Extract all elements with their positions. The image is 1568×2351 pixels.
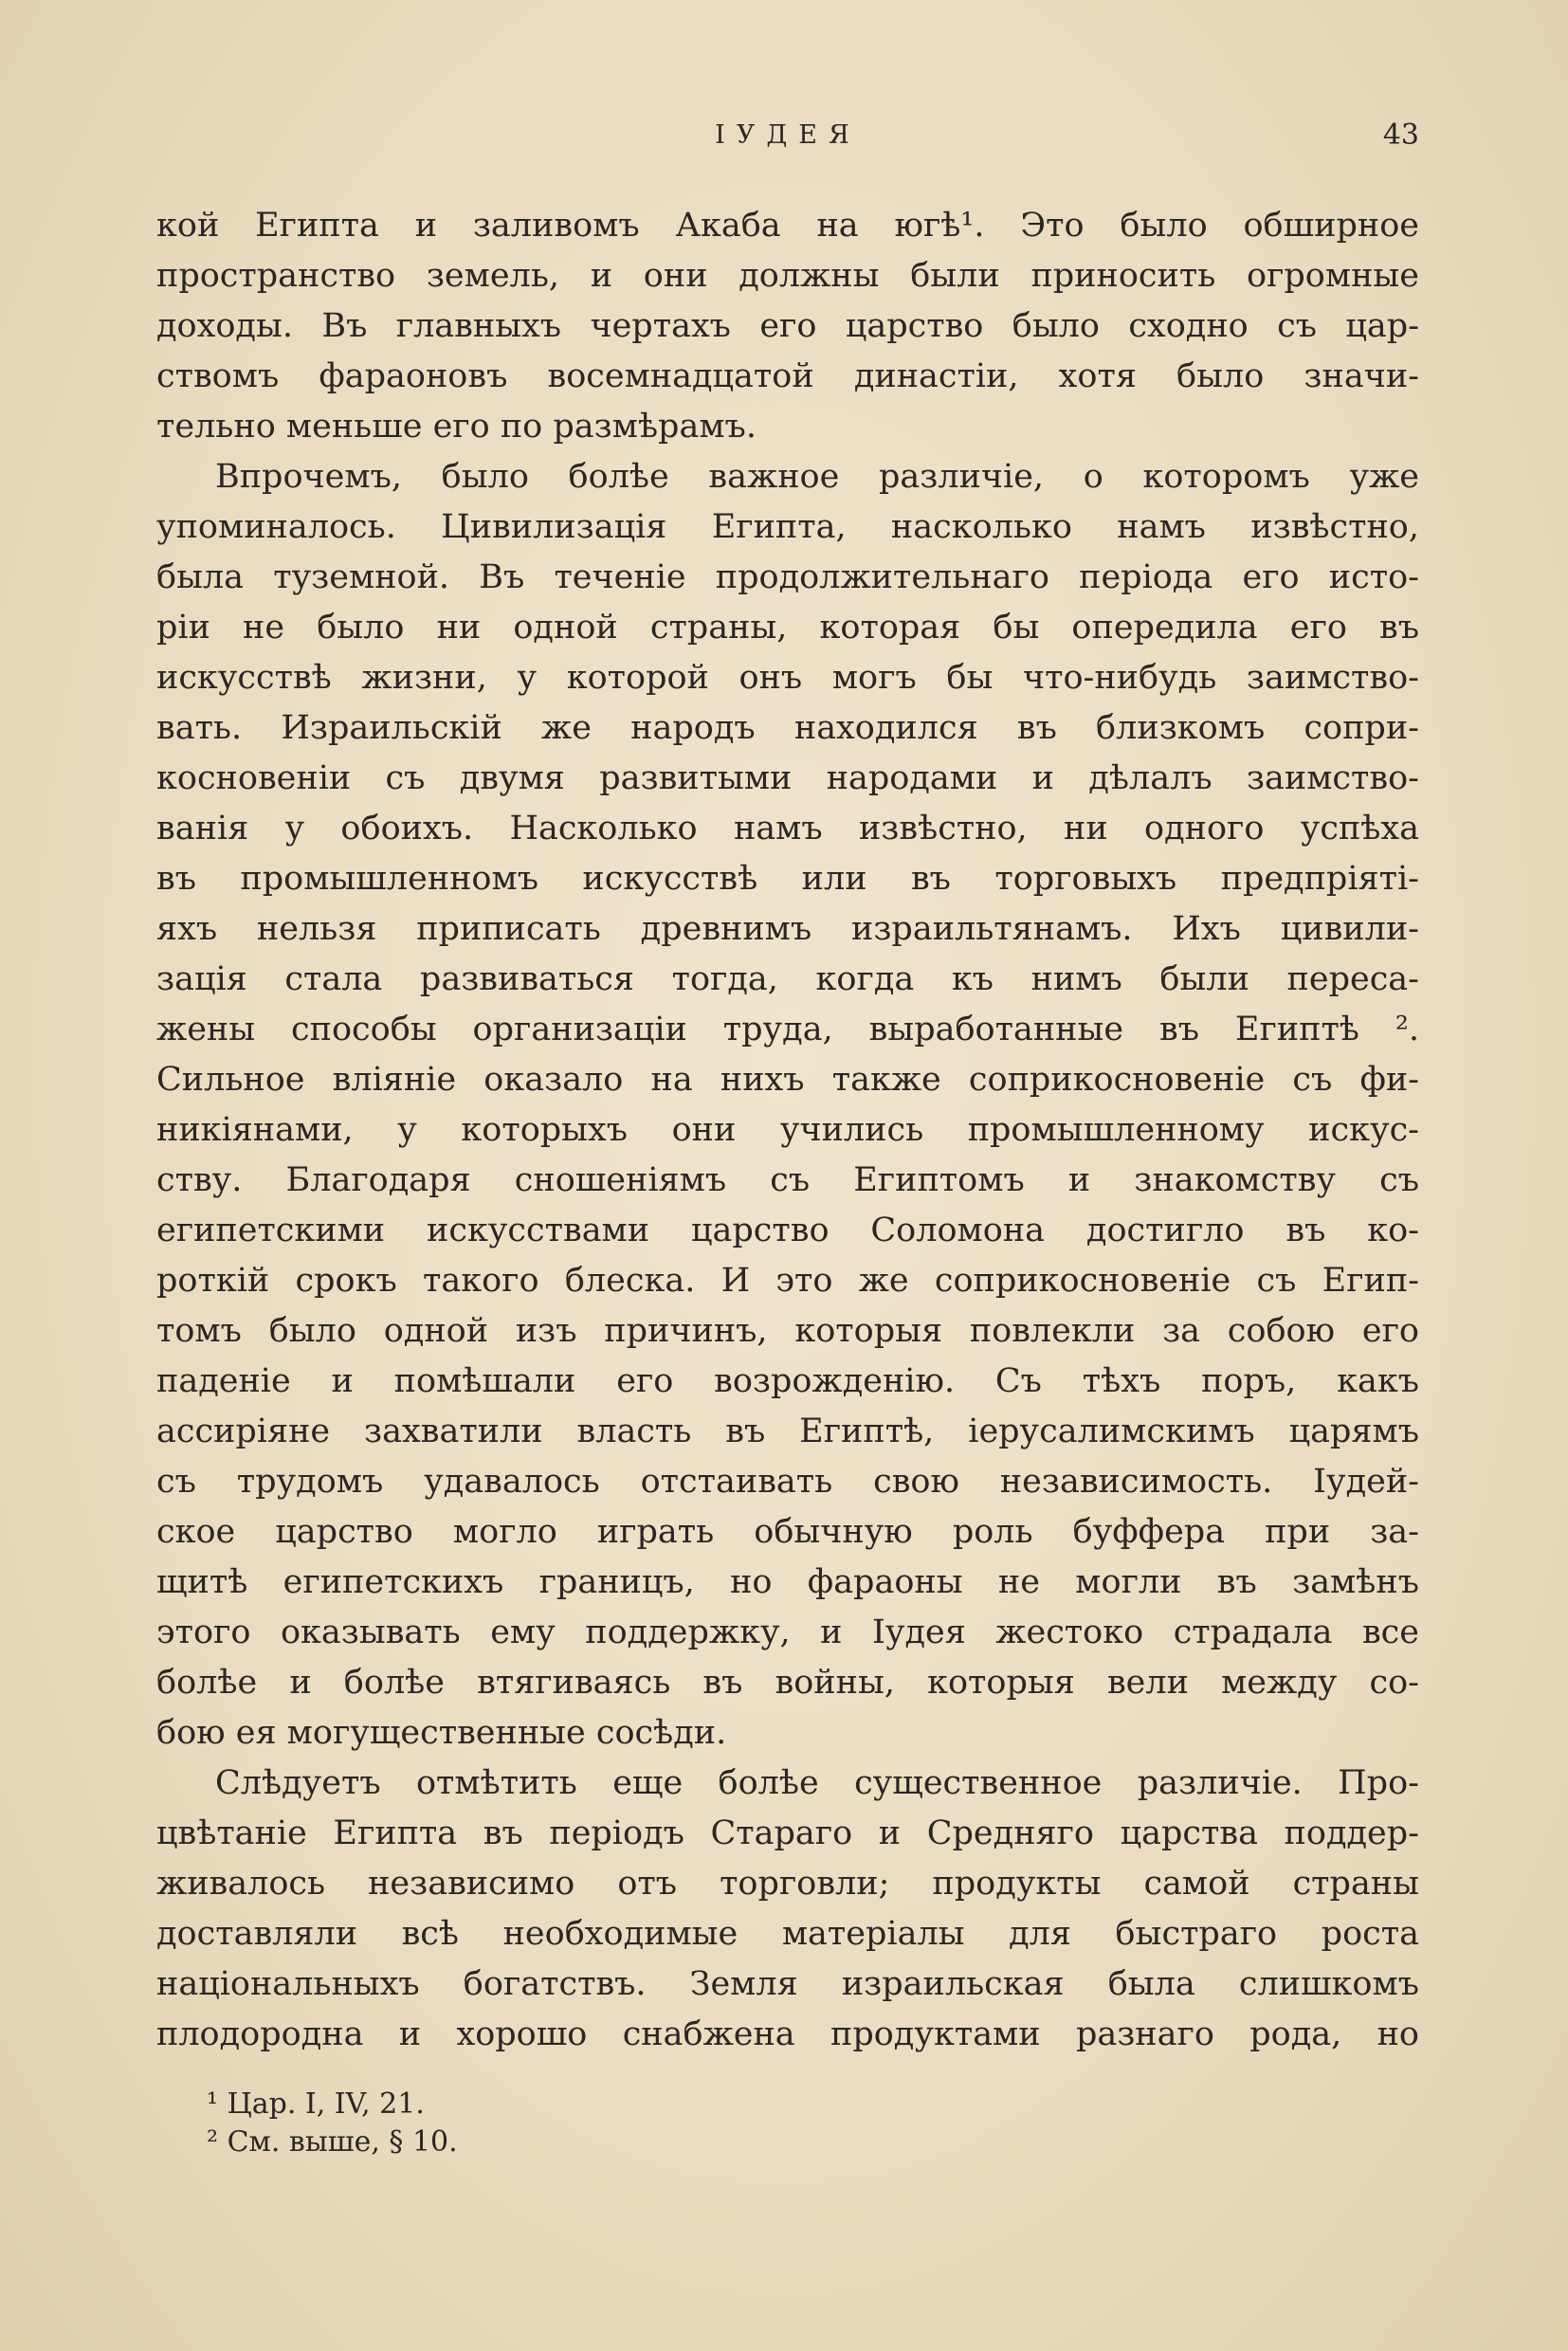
text-line: щитѣ египетскихъ границъ, но фараоны не могли въ замѣнъ	[156, 1563, 1419, 1601]
text-line: ству. Благодаря сношеніямъ съ Египтомъ и знакомству съ	[156, 1161, 1419, 1199]
text-line: паденіе и помѣшали его возрожденію. Съ тѣхъ поръ, какъ	[156, 1362, 1419, 1400]
text-line: ское царство могло играть обычную роль буффера при за-	[156, 1513, 1419, 1551]
footnote: ² См. выше, § 10.	[207, 2125, 458, 2159]
text-line: болѣе и болѣе втягиваясь въ войны, которыя вели между со-	[156, 1664, 1419, 1702]
text-line: тельно меньше его по размѣрамъ.	[156, 408, 757, 446]
text-line: искусствѣ жизни, у которой онъ могъ бы что-нибудь заимство-	[156, 659, 1419, 697]
text-line: египетскими искусствами царство Соломона достигло въ ко-	[156, 1212, 1419, 1249]
text-line: ассиріяне захватили власть въ Египтѣ, іерусалимскимъ царямъ	[156, 1412, 1419, 1450]
footnotes	[207, 2086, 870, 2161]
text-line: доставляли всѣ необходимые матеріалы для быстраго роста	[156, 1915, 1419, 1953]
body-text	[156, 201, 1419, 2060]
text-line: живалось независимо отъ торговли; продукты самой страны	[156, 1865, 1419, 1903]
text-line: никіянами, у которыхъ они учились промышленному искус-	[156, 1111, 1419, 1149]
page-number: 43	[1382, 118, 1419, 152]
paragraph	[156, 1759, 1419, 2060]
text-line: плодородна и хорошо снабжена продуктами разнаго рода, но	[156, 2015, 1419, 2053]
text-line: доходы. Въ главныхъ чертахъ его царство было сходно съ цар-	[156, 307, 1419, 345]
text-line: яхъ нельзя приписать древнимъ израильтянамъ. Ихъ цивили-	[156, 910, 1419, 948]
paragraph	[156, 201, 1419, 452]
text-line: жены способы организаціи труда, выработанные въ Египтѣ ².	[156, 1011, 1419, 1048]
text-line: роткій срокъ такого блеска. И это же соприкосновеніе съ Егип-	[156, 1262, 1419, 1300]
text-line: ванія у обоихъ. Насколько намъ извѣстно, ни одного успѣха	[156, 810, 1419, 847]
text-line: Сильное вліяніе оказало на нихъ также соприкосновеніе съ фи-	[156, 1061, 1419, 1099]
text-line: этого оказывать ему поддержку, и Іудея жестоко страдала все	[156, 1613, 1419, 1651]
text-line: въ промышленномъ искусствѣ или въ торговыхъ предпріяті-	[156, 860, 1419, 898]
running-head	[156, 112, 1419, 159]
text-line: бою ея могущественные сосѣди.	[156, 1714, 727, 1752]
text-line: была туземной. Въ теченіе продолжительнаго періода его исто-	[156, 558, 1419, 596]
text-line: томъ было одной изъ причинъ, которыя повлекли за собою его	[156, 1312, 1419, 1350]
text-line: ствомъ фараоновъ восемнадцатой династіи, хотя было значи-	[156, 357, 1419, 395]
text-line: ріи не было ни одной страны, которая бы опередила его въ	[156, 609, 1419, 647]
text-line: кой Египта и заливомъ Акаба на югѣ¹. Это было обширное	[156, 207, 1419, 245]
text-line: цвѣтаніе Египта въ періодъ Стараго и Средняго царства поддер-	[156, 1814, 1419, 1852]
text-line: съ трудомъ удавалось отстаивать свою независимость. Іудей-	[156, 1463, 1419, 1501]
text-line: вать. Израильскій же народъ находился въ близкомъ сопри-	[156, 709, 1419, 747]
text-line: національныхъ богатствъ. Земля израильская была слишкомъ	[156, 1965, 1419, 2003]
text-line: Впрочемъ, было болѣе важное различіе, о которомъ уже	[215, 458, 1419, 496]
text-line: зація стала развиваться тогда, когда къ нимъ были переса-	[156, 960, 1419, 998]
footnote: ¹ Цар. I, IV, 21.	[207, 2087, 425, 2121]
paragraph	[156, 452, 1419, 1759]
text-line: пространство земель, и они должны были приносить огромные	[156, 257, 1419, 295]
running-title: ІУДЕЯ	[715, 120, 861, 150]
text-line: упоминалось. Цивилизація Египта, насколько намъ извѣстно,	[156, 508, 1419, 546]
text-line: Слѣдуетъ отмѣтить еще болѣе существенное различіе. Про-	[215, 1764, 1419, 1802]
text-line: косновеніи съ двумя развитыми народами и дѣлалъ заимство-	[156, 759, 1419, 797]
